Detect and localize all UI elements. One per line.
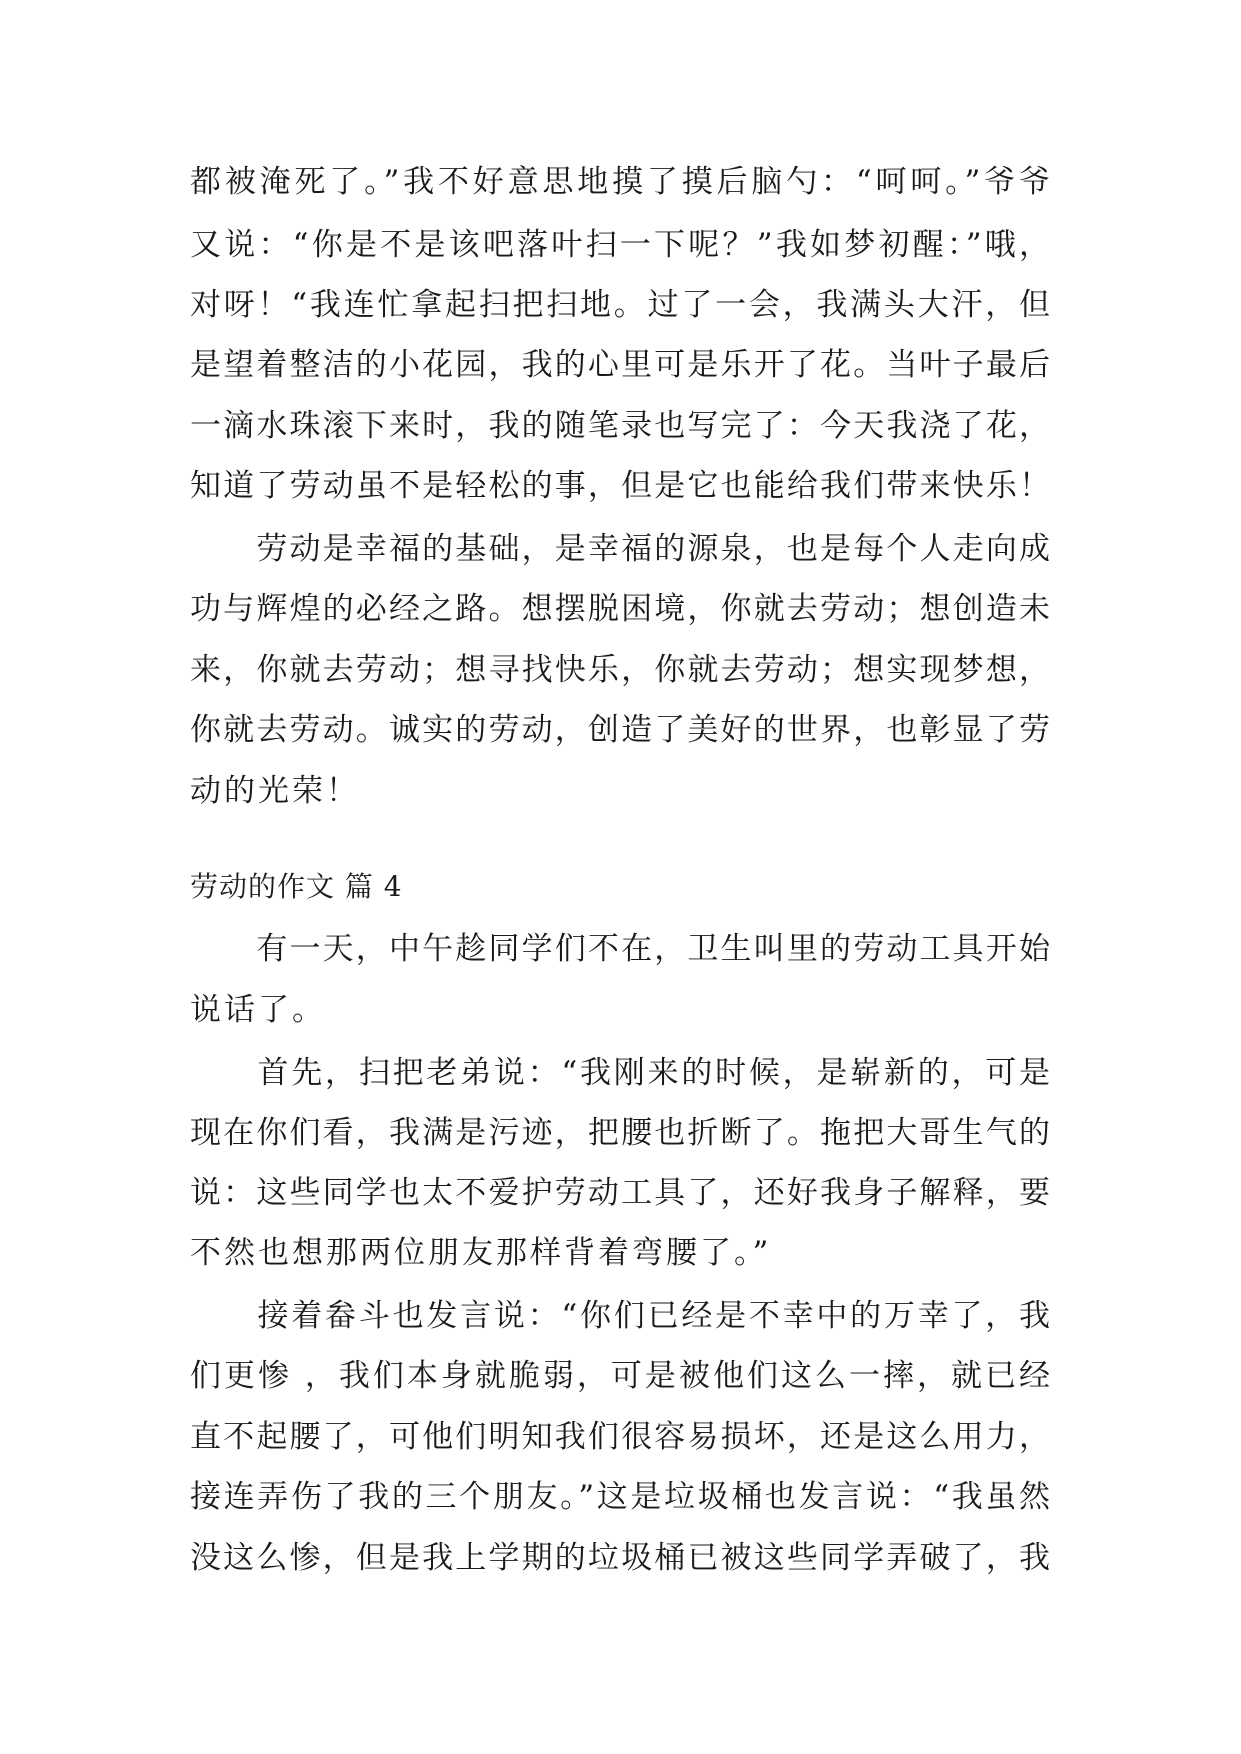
- paragraph-line: 没这么惨，但是我上学期的垃圾桶已被这些同学弄破了，我: [190, 1540, 1050, 1576]
- paragraph-line: 不然也想那两位朋友那样背着弯腰了。”: [190, 1235, 772, 1271]
- paragraph-line: 又说：“你是不是该吧落叶扫一下呢？”我如梦初醒：”哦，: [190, 227, 1050, 263]
- paragraph-line: 劳动是幸福的基础，是幸福的源泉，也是每个人走向成: [190, 531, 1050, 567]
- paragraph-line: 都被淹死了。”我不好意思地摸了摸后脑勺：“呵呵。”爷爷: [190, 164, 1050, 200]
- paragraph-line: 接连弄伤了我的三个朋友。”这是垃圾桶也发言说：“我虽然: [190, 1479, 1050, 1515]
- section-heading: 劳动的作文 篇 4: [190, 870, 403, 903]
- paragraph-line: 现在你们看，我满是污迹，把腰也折断了。拖把大哥生气的: [190, 1115, 1050, 1151]
- paragraph-line: 动的光荣！: [190, 773, 360, 809]
- paragraph-line: 直不起腰了，可他们明知我们很容易损坏，还是这么用力，: [190, 1419, 1050, 1455]
- paragraph-line: 接着畚斗也发言说：“你们已经是不幸中的万幸了，我: [190, 1298, 1050, 1334]
- paragraph-line: 一滴水珠滚下来时，我的随笔录也写完了：今天我浇了花，: [190, 408, 1050, 444]
- paragraph-line: 首先，扫把老弟说：“我刚来的时候，是崭新的，可是: [190, 1055, 1050, 1091]
- paragraph-line: 功与辉煌的必经之路。想摆脱困境，你就去劳动；想创造未: [190, 591, 1050, 627]
- paragraph-line: 说：这些同学也太不爱护劳动工具了，还好我身子解释，要: [190, 1175, 1050, 1211]
- paragraph-line: 知道了劳动虽不是轻松的事，但是它也能给我们带来快乐！: [190, 468, 1050, 504]
- paragraph-line: 们更惨 ，我们本身就脆弱，可是被他们这么一摔，就已经: [190, 1358, 1050, 1394]
- paragraph-line: 是望着整洁的小花园，我的心里可是乐开了花。当叶子最后: [190, 347, 1050, 383]
- paragraph-line: 说话了。: [190, 992, 326, 1028]
- paragraph-line: 有一天，中午趁同学们不在，卫生叫里的劳动工具开始: [190, 931, 1050, 967]
- paragraph-line: 你就去劳动。诚实的劳动，创造了美好的世界，也彰显了劳: [190, 712, 1050, 748]
- paragraph-line: 来，你就去劳动；想寻找快乐，你就去劳动；想实现梦想，: [190, 652, 1050, 688]
- paragraph-line: 对呀！“我连忙拿起扫把扫地。过了一会，我满头大汗，但: [190, 287, 1050, 323]
